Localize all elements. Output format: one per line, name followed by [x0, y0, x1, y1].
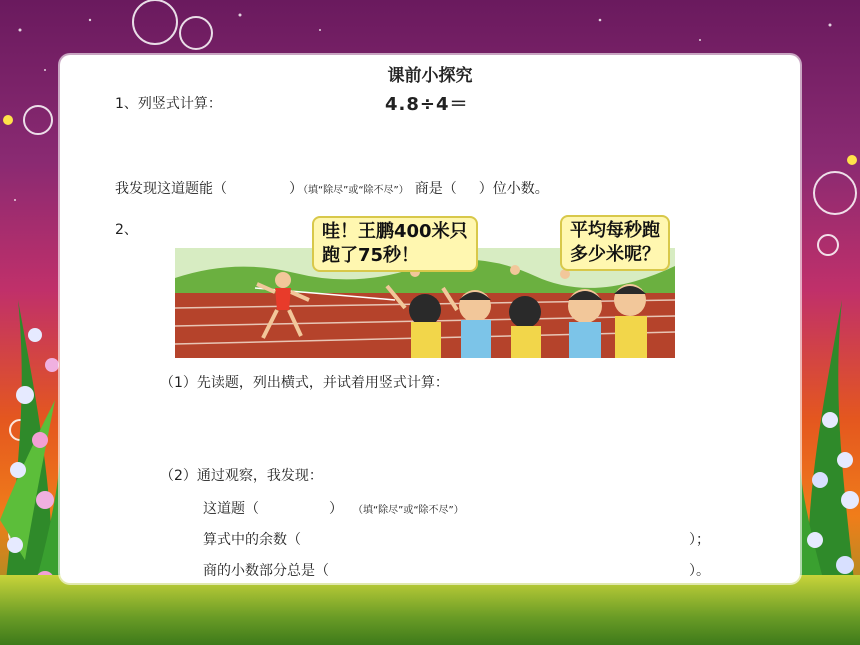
q1-finding-middle: 商是（	[414, 181, 457, 197]
q2-line-a	[203, 498, 464, 518]
q2-line-a-close: ）	[329, 501, 343, 517]
q2-label: 2、	[115, 222, 138, 238]
q1-finding-line	[115, 178, 549, 198]
q2-line-b-prefix: 算式中的余数（	[203, 532, 301, 548]
q2-line-c-prefix: 商的小数部分总是（	[203, 563, 329, 579]
speech-bubble-1-line2: 跑了75秒！	[322, 245, 420, 266]
q1-finding-suffix: ）位小数。	[478, 181, 549, 197]
q1-finding-prefix: 我发现这道题能（	[115, 181, 227, 197]
worksheet-card	[60, 55, 800, 583]
q2-line-b	[203, 529, 710, 549]
speech-bubble-2	[560, 215, 670, 271]
worksheet-title: 课前小探究	[387, 66, 473, 86]
q2-line-c	[203, 560, 710, 580]
q2-part1: （1）先读题，列出横式，并试着用竖式计算：	[160, 375, 449, 391]
q1-finding-paren-close: ）	[289, 181, 303, 197]
q1-expression: 4.8÷4＝	[385, 94, 469, 115]
speech-bubble-2-line1: 平均每秒跑	[570, 220, 660, 241]
q1-finding-hint: （填“除尽”或“除不尽”）	[303, 185, 409, 196]
q2-line-a-hint: （填“除尽”或“除不尽”）	[353, 505, 464, 516]
speech-bubble-2-line2: 多少米呢？	[570, 244, 660, 265]
q2-part2: （2）通过观察，我发现：	[160, 468, 323, 484]
q2-line-b-suffix: ）；	[689, 532, 710, 548]
speech-bubble-1-line1: 哇！王鹏400米只	[322, 221, 468, 242]
q2-line-a-prefix: 这道题（	[203, 501, 259, 517]
q2-line-c-suffix: ）。	[689, 563, 710, 579]
grass-ground	[0, 575, 860, 645]
q1-label: 1、列竖式计算：	[115, 96, 222, 112]
speech-bubble-1	[312, 216, 478, 272]
